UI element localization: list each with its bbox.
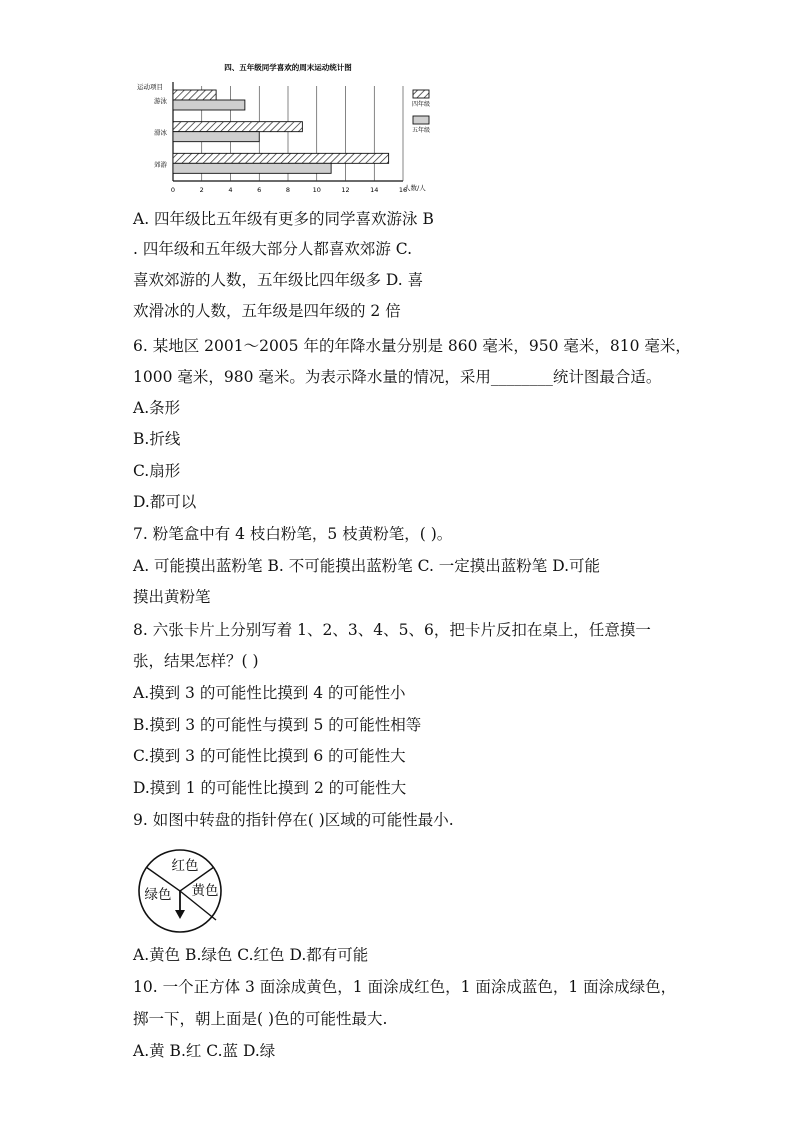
- spinner-sector-green: 绿色: [144, 887, 172, 903]
- text-line-q6C: C.扇形: [133, 462, 181, 480]
- chart-ticks: [171, 186, 407, 194]
- x-tick-label: 4: [228, 186, 233, 194]
- bar-grade5: [173, 100, 245, 110]
- text-line-q10: 10. 一个正方体 3 面涂成黄色，1 面涂成红色，1 面涂成蓝色，1 面涂成绿色，: [133, 978, 677, 996]
- text-line-q9opt: A.黄色 B.绿色 C.红色 D.都有可能: [133, 946, 369, 964]
- bar-grade5: [173, 132, 259, 142]
- text-line-q6A: A.条形: [133, 399, 181, 417]
- bar-grade4: [173, 122, 302, 132]
- legend-label: 四年级: [411, 101, 431, 108]
- bar-chart-svg: [133, 56, 443, 206]
- text-line-q7: 7. 粉笔盒中有 4 枝白粉笔，5 枝黄粉笔，( )。: [133, 525, 453, 543]
- x-tick-label: 10: [312, 186, 321, 194]
- x-tick-label: 0: [170, 186, 176, 194]
- text-line-q5b: . 四年级和五年级大部分人都喜欢郊游 C.: [133, 240, 413, 258]
- text-line-q8D: D.摸到 1 的可能性比摸到 2 的可能性大: [133, 779, 407, 797]
- legend-swatch: [413, 90, 429, 98]
- text-line-q8A: A.摸到 3 的可能性比摸到 4 的可能性小: [133, 684, 406, 702]
- text-line-q7opt: A. 可能摸出蓝粉笔 B. 不可能摸出蓝粉笔 C. 一定摸出蓝粉笔 D.可能: [133, 557, 601, 575]
- text-line-q6D: D.都可以: [133, 493, 197, 511]
- legend-swatch: [413, 116, 429, 124]
- spinner-sector-red: 红色: [171, 858, 199, 874]
- spinner-svg: [137, 848, 223, 934]
- x-tick-label: 6: [257, 186, 262, 194]
- x-tick-label: 12: [341, 186, 350, 194]
- text-line-q7opt2: 摸出黄粉笔: [133, 588, 211, 606]
- text-line-q5c: 喜欢郊游的人数，五年级比四年级多 D. 喜: [133, 271, 424, 289]
- category-label: 郊游: [154, 160, 167, 169]
- text-line-q5d: 欢滑冰的人数，五年级是四年级的 2 倍: [133, 302, 401, 320]
- text-line-q8C: C.摸到 3 的可能性比摸到 6 的可能性大: [133, 747, 406, 765]
- chart-xlabel: 人数/人: [404, 184, 426, 192]
- text-line-q5a: A. 四年级比五年级有更多的同学喜欢游泳 B: [133, 210, 434, 228]
- bar-grade4: [173, 90, 216, 100]
- text-line-q6B: B.折线: [133, 430, 181, 448]
- text-line-q6b: 1000 毫米，980 毫米。为表示降水量的情况，采用________统计图最合适。: [133, 368, 662, 386]
- spinner-figure: [137, 848, 223, 934]
- chart-ylabel: 运动项目: [137, 83, 163, 91]
- bar-grade5: [173, 163, 331, 173]
- text-line-q6: 6. 某地区 2001～2005 年的年降水量分别是 860 毫米，950 毫米，810 毫米，: [133, 337, 691, 355]
- x-tick-label: 14: [370, 186, 379, 194]
- text-line-q10opt: A.黄 B.红 C.蓝 D.绿: [133, 1042, 276, 1060]
- weekend-sports-chart: [133, 56, 443, 206]
- text-line-q8: 8. 六张卡片上分别写着 1、2、3、4、5、6，把卡片反扣在桌上，任意摸一: [133, 621, 651, 639]
- x-tick-label: 16: [398, 186, 408, 194]
- x-tick-label: 8: [285, 186, 291, 194]
- category-label: 滑冰: [154, 128, 167, 137]
- category-label: 游泳: [154, 97, 167, 105]
- text-line-q9: 9. 如图中转盘的指针停在( )区域的可能性最小.: [133, 811, 454, 829]
- spinner-sector-yellow: 黄色: [191, 883, 219, 899]
- text-line-q8b: 张，结果怎样？( ): [133, 652, 259, 670]
- x-tick-label: 2: [199, 186, 204, 194]
- chart-bars: [173, 90, 389, 173]
- chart-legend: [412, 90, 430, 134]
- chart-title: 四、五年级同学喜欢的周末运动统计图: [224, 63, 352, 72]
- chart-categories: [154, 96, 168, 168]
- text-line-q8B: B.摸到 3 的可能性与摸到 5 的可能性相等: [133, 716, 422, 734]
- legend-label: 五年级: [411, 127, 431, 134]
- text-line-q10b: 掷一下，朝上面是( )色的可能性最大.: [133, 1010, 388, 1028]
- bar-grade4: [173, 153, 389, 163]
